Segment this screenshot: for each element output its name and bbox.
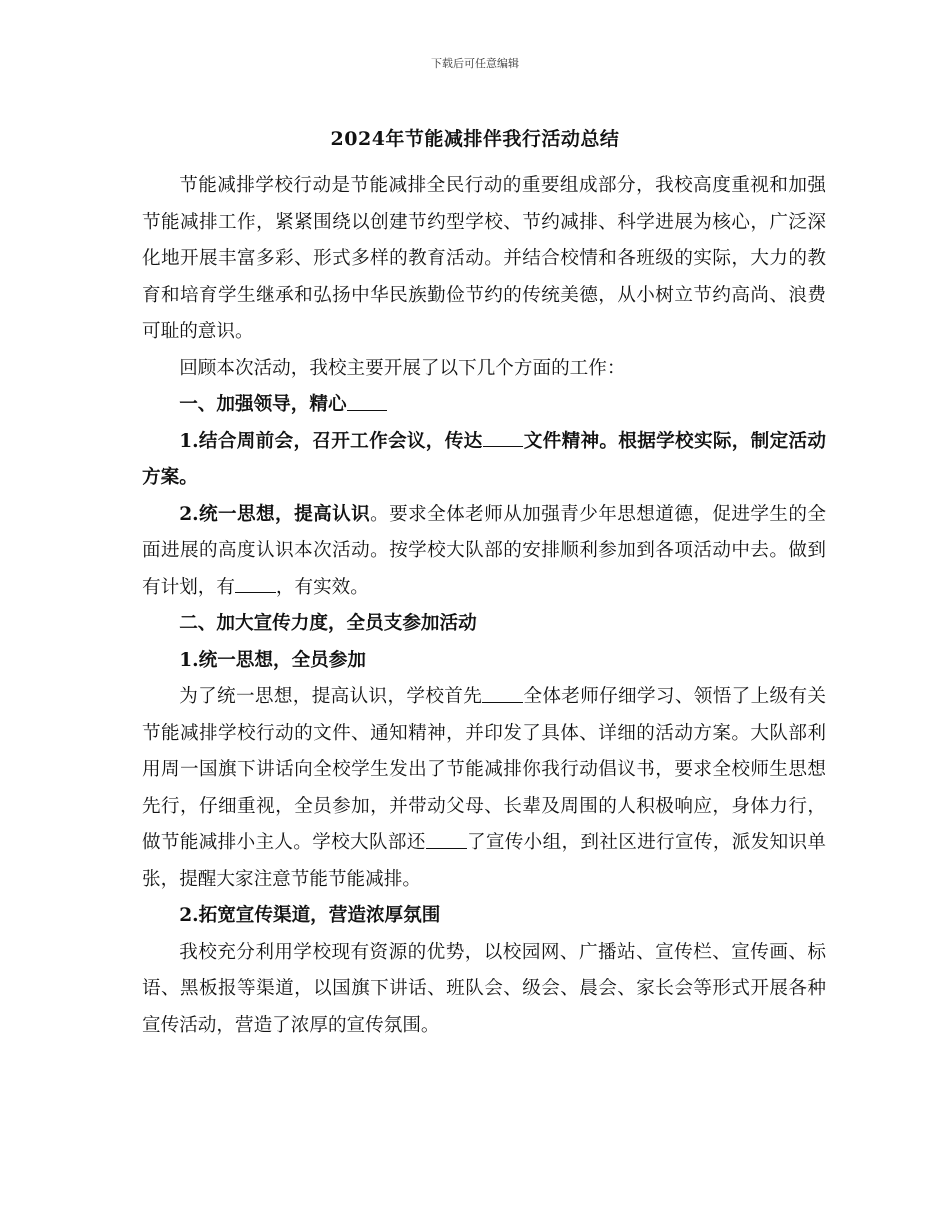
paragraph-unify-part-c: 了宣传小组，到社区进行宣传，派发知识单张，提醒大家注意节能节能减排。: [142, 832, 826, 890]
item-1-2-part-a: 。要求全体老师从加强青少年思想道德，促进学生的全面进展的高度认识本次活动。按学校大队部的安排顺利参加到各项活动中去。做到有计划，有: [142, 503, 826, 598]
blank-underline: [483, 430, 524, 448]
blank-underline: [426, 831, 467, 849]
document-title: 2024年节能减排伴我行活动总结: [330, 128, 620, 150]
paragraph-unify-part-b: 全体老师仔细学习、领悟了上级有关节能减排学校行动的文件、通知精神，并印发了具体、详细的活动方案。大队部利用周一国旗下讲话向全校学生发出了节能减排你我行动倡议书，要求全校师生思想先行，仔细重视，全员参加，并带动父母、长辈及周围的人积极响应，身体力行，做节能减排小主人。学校大队部还: [142, 686, 826, 853]
paragraph-unify-part-a: 为了统一思想，提高认识，学校首先: [179, 686, 483, 707]
document-body: [142, 168, 826, 1044]
header-note: 下载后可任意编辑: [431, 57, 519, 70]
blank-underline: [347, 393, 388, 411]
item-1-1-part-b: 文件精神。根据学校实际，制定活动方案。: [142, 430, 826, 488]
paragraph-unify: [142, 679, 826, 898]
item-1-2-lead: 2.统一思想，提高认识: [179, 503, 371, 525]
blank-underline: [482, 685, 523, 703]
section-heading-1-text: 一、加强领导，精心: [179, 394, 347, 415]
blank-underline: [235, 576, 276, 594]
item-1-1-part-a: 1.结合周前会，召开工作会议，传达: [179, 430, 483, 452]
item-1-1: [142, 424, 826, 497]
item-1-2: [142, 497, 826, 607]
subheading-2-1: 1.统一思想，全员参加: [179, 649, 366, 671]
item-1-2-part-b: ，有实效。: [275, 576, 369, 598]
subheading-2-2: 2.拓宽宣传渠道，营造浓厚氛围: [179, 905, 441, 926]
paragraph-intro: 节能减排学校行动是节能减排全民行动的重要组成部分，我校高度重视和加强节能减排工作，紧紧围绕以创建节约型学校、节约减排、科学进展为核心，广泛深化地开展丰富多彩、形式多样的教育活动。并结合校情和各班级的实际，大力的教育和培育学生继承和弘扬中华民族勤俭节约的传统美德，从小树立节约高尚、浪费可耻的意识。: [142, 175, 826, 342]
paragraph-channels: 我校充分利用学校现有资源的优势，以校园网、广播站、宣传栏、宣传画、标语、黑板报等渠道，以国旗下讲话、班队会、级会、晨会、家长会等形式开展各种宣传活动，营造了浓厚的宣传氛围。: [142, 941, 826, 1036]
section-heading-2: 二、加大宣传力度，全员支参加活动: [179, 613, 477, 634]
section-heading-1: [142, 387, 826, 424]
paragraph-review: 回顾本次活动，我校主要开展了以下几个方面的工作：: [179, 357, 626, 379]
